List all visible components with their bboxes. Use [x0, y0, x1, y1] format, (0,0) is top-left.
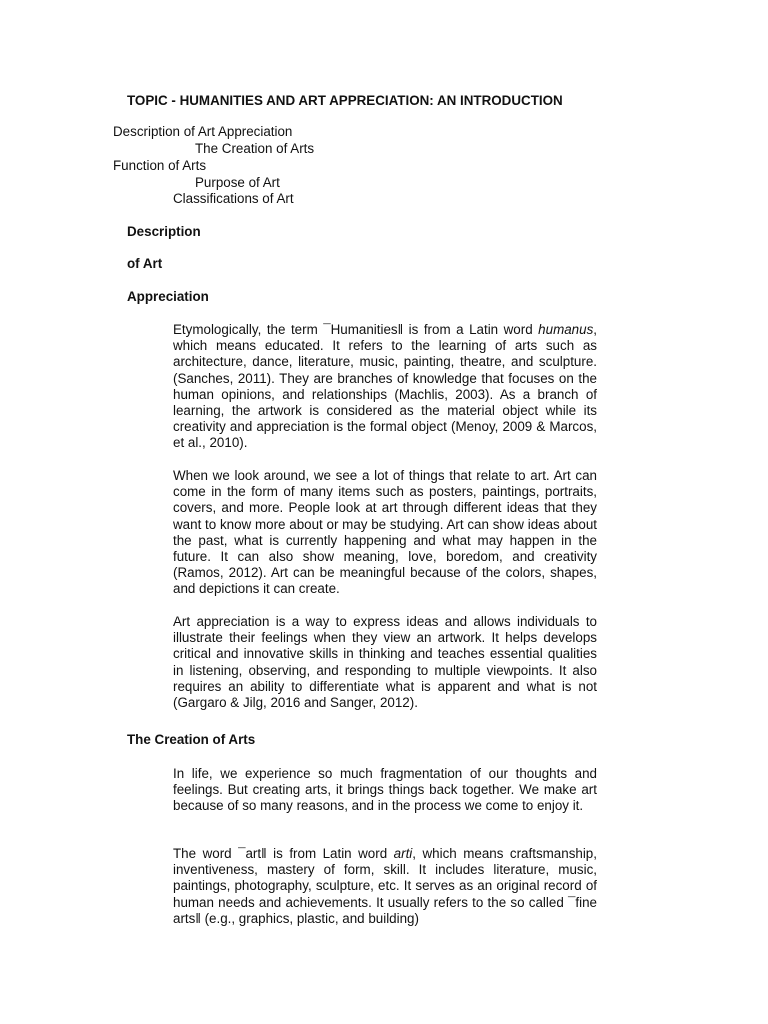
latin-term: humanus [538, 322, 594, 337]
paragraph [173, 322, 597, 452]
toc-item: Purpose of Art [195, 175, 280, 190]
section-heading: The Creation of Arts [127, 732, 256, 747]
paragraph-text: , which means educated. It refers to the learning of arts such as architecture, dance, literature, music, painting, theatre, and sculpture. (Sanches, 2011). They are branches of knowledge that focuses on the human opinions, and relationships (Machlis, 2003). As a branch of learning, the artwork is considered as the material object while its creativity and appreciation is the formal object (Menoy, 2009 & Marcos, et al., 2010). [173, 322, 597, 451]
section-heading-line: of Art [127, 256, 163, 271]
section-heading-line: Description [127, 224, 201, 239]
toc-item: Description of Art Appreciation [113, 124, 293, 139]
paragraph-text: The word ¯art‖ is from Latin word [173, 846, 394, 861]
toc-item: Function of Arts [113, 158, 207, 173]
paragraph: When we look around, we see a lot of things that relate to art. Art can come in the form of many items such as posters, paintings, portraits, covers, and more. People look at art through different ideas that they want to know more about or may be studying. Art can show ideas about the past, what is currently happening and what may happen in the future. It can also show meaning, love, boredom, and creativity (Ramos, 2012). Art can be meaningful because of the colors, shapes, and depictions it can create. [173, 468, 597, 597]
paragraph: Art appreciation is a way to express ideas and allows individuals to illustrate their feelings when they view an artwork. It helps develops critical and innovative skills in thinking and teaches essential qualities in listening, observing, and responding to multiple viewpoints. It also requires an ability to differentiate what is apparent and what is not (Gargaro & Jilg, 2016 and Sanger, 2012). [173, 614, 597, 711]
section-heading-line: Appreciation [127, 289, 209, 304]
paragraph-text: , which means craftsmanship, inventiveness, mastery of form, skill. It includes literature, music, paintings, photography, sculpture, etc. It serves as an original record of human needs and achievements. It usually refers to the so called ¯fine arts‖ (e.g., graphics, plastic, and building) [173, 846, 597, 926]
paragraph-text: Etymologically, the term ¯Humanities‖ is from a Latin word [173, 322, 539, 337]
toc-item: Classifications of Art [173, 191, 294, 206]
page-title: TOPIC - HUMANITIES AND ART APPRECIATION: AN INTRODUCTION [127, 93, 563, 108]
paragraph: In life, we experience so much fragmentation of our thoughts and feelings. But creating arts, it brings things back together. We make art because of so many reasons, and in the process we come to enjoy it. [173, 766, 597, 814]
paragraph [173, 846, 597, 927]
toc-item: The Creation of Arts [195, 141, 315, 156]
latin-term: arti [393, 846, 413, 861]
